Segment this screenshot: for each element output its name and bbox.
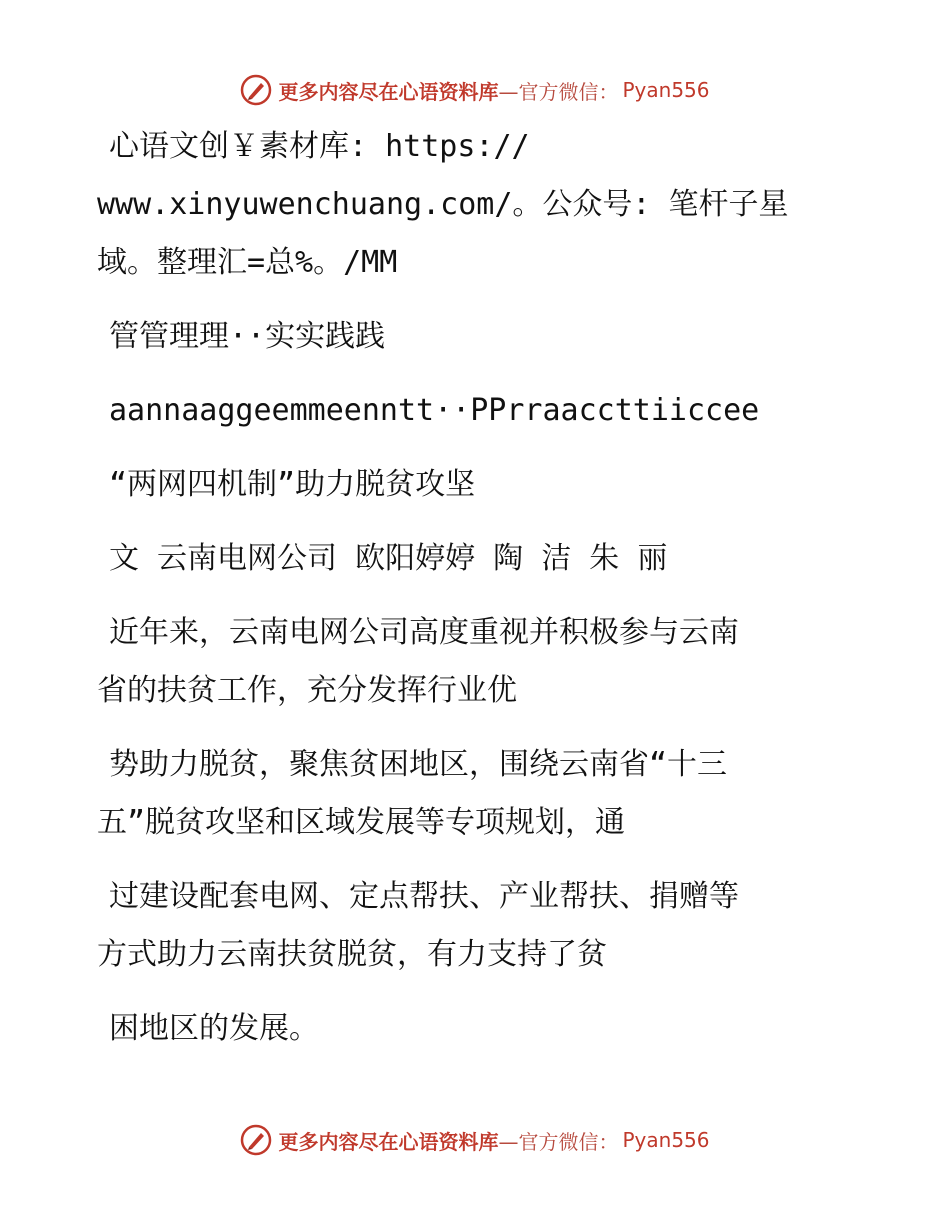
paragraph — [97, 118, 897, 292]
banner-wechat-id: Pyan556 — [622, 1128, 710, 1152]
text-line: 五”脱贫攻坚和区域发展等专项规划，通 — [97, 805, 626, 840]
document-body — [97, 118, 897, 1074]
text-line: 困地区的发展。 — [109, 1011, 319, 1046]
text-line: 势助力脱贫，聚焦贫困地区，围绕云南省“十三 — [109, 747, 728, 782]
article-title: “两网四机制”助力脱贫攻坚 — [109, 467, 476, 502]
author-line: 文 云南电网公司 欧阳婷婷 陶 洁 朱 丽 — [109, 541, 668, 576]
text-line: 心语文创￥素材库: https:// — [109, 129, 530, 164]
paragraph — [97, 868, 897, 984]
paragraph — [97, 736, 897, 852]
text-line: 方式助力云南扶贫脱贫，有力支持了贫 — [97, 937, 607, 972]
pen-logo-icon — [240, 74, 272, 106]
banner-lead-text: 更多内容尽在心语资料库 — [278, 1129, 499, 1154]
banner-wechat-id: Pyan556 — [622, 78, 710, 102]
paragraph — [97, 456, 897, 514]
paragraph — [97, 308, 897, 366]
paragraph — [97, 530, 897, 588]
banner-lead-text: 更多内容尽在心语资料库 — [278, 79, 499, 104]
banner-wechat-label: —官方微信： — [498, 79, 619, 104]
banner-wechat-label: —官方微信： — [498, 1129, 619, 1154]
paragraph — [97, 1000, 897, 1058]
header-banner — [0, 70, 950, 110]
text-line: aannaaggeemmeenntt··PPrraaccttiiccee — [109, 393, 760, 428]
text-line: 近年来，云南电网公司高度重视并积极参与云南 — [109, 615, 739, 650]
pen-logo-icon — [240, 1124, 272, 1156]
footer-banner — [0, 1120, 950, 1160]
text-line: 管管理理··实实践践 — [109, 319, 386, 354]
paragraph — [97, 382, 897, 440]
text-line: 过建设配套电网、定点帮扶、产业帮扶、捐赠等 — [109, 879, 739, 914]
text-line: 域。整理汇=总%。/MM — [97, 245, 398, 280]
paragraph — [97, 604, 897, 720]
text-line: www.xinyuwenchuang.com/。公众号: 笔杆子星 — [97, 187, 789, 222]
text-line: 省的扶贫工作，充分发挥行业优 — [97, 673, 517, 708]
